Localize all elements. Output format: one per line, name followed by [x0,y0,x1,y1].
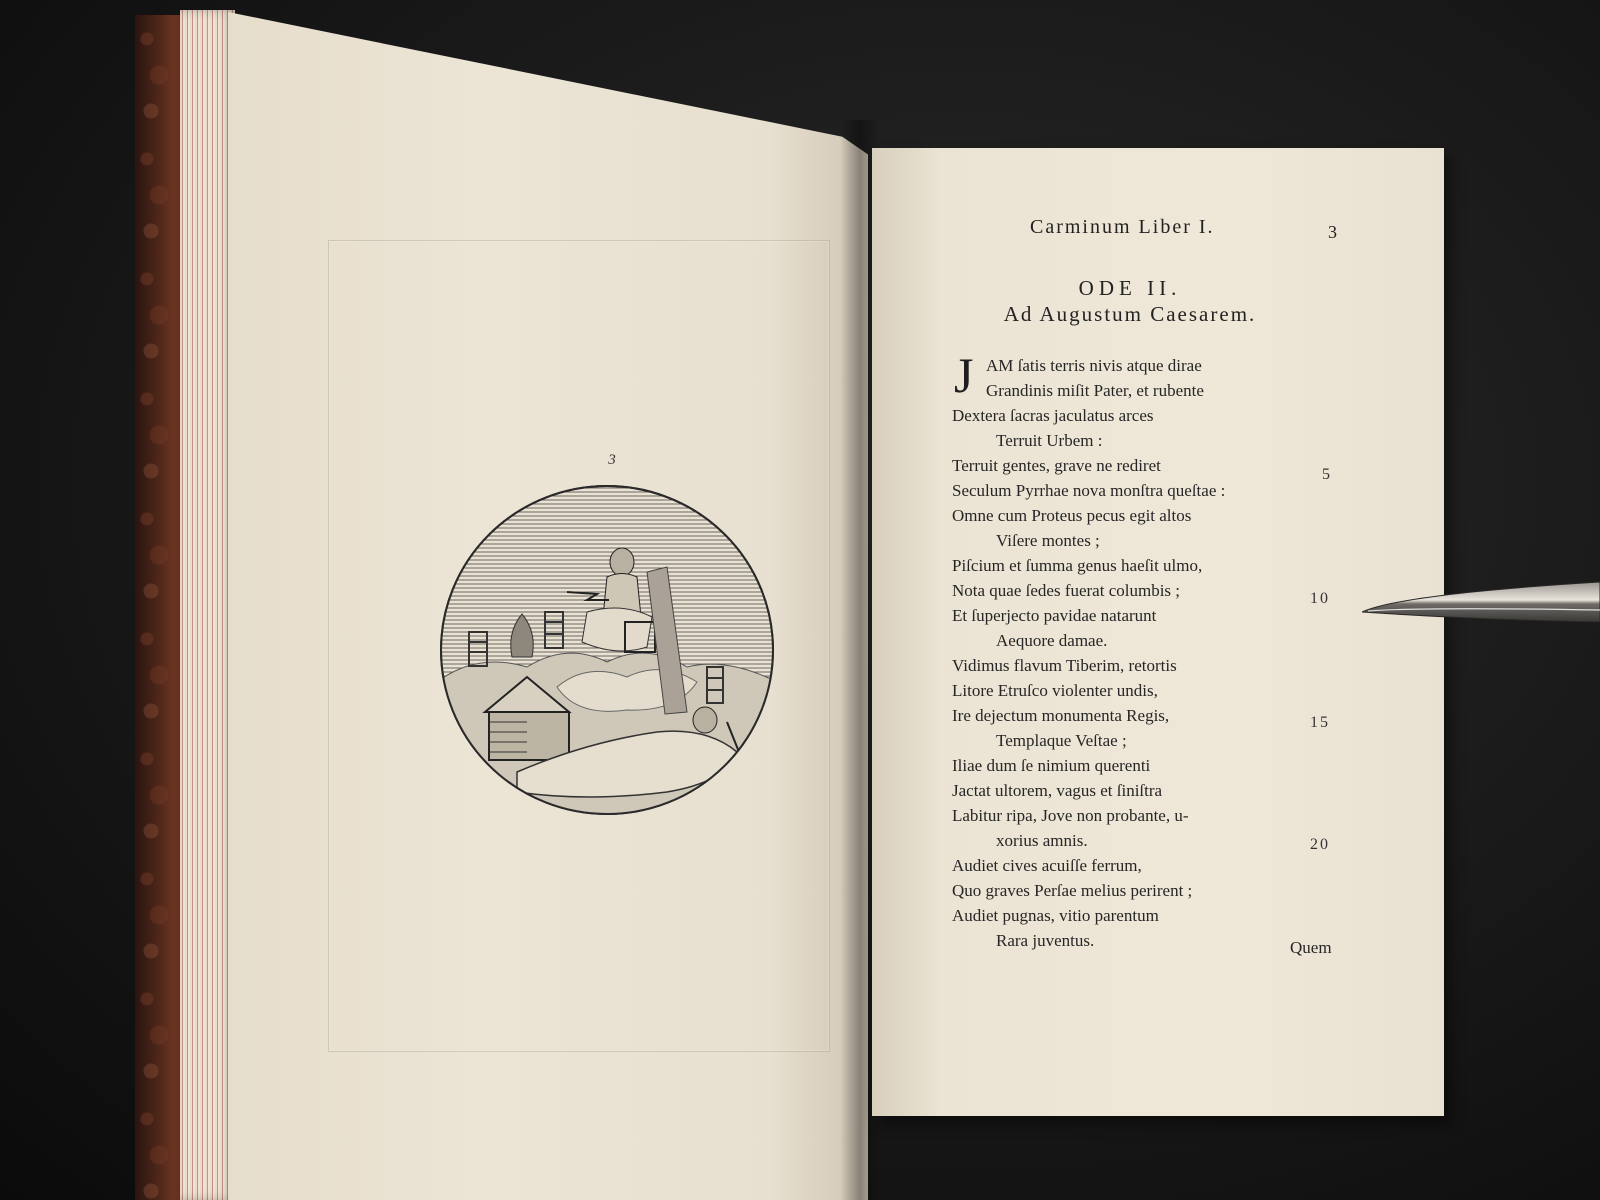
verse-line: Jactat ultorem, vagus et ſiniſtra [952,781,1163,800]
verse-line: Quo graves Perſae melius perirent ; [952,881,1193,900]
verse-line: Templaque Veſtae ; [996,731,1127,750]
verse-line: Et ſuperjecto pavidae natarunt [952,606,1157,625]
verse-line: Audiet pugnas, vitio parentum [952,906,1159,925]
verse-line: Grandinis miſit Pater, et rubente [986,381,1204,400]
verse-line: Omne cum Proteus pecus egit altos [952,506,1192,525]
verse-line: Litore Etruſco violenter undis, [952,681,1158,700]
ode-number: ODE II. [1078,276,1182,300]
verse-line: Labitur ripa, Jove non probante, u- [952,806,1189,825]
verse-line: Seculum Pyrrhae nova monſtra queſtae : [952,481,1226,500]
verse-line: Dextera ſacras jaculatus arces [952,406,1154,425]
knife-blade-icon [1362,574,1600,634]
running-head: Carminum Liber I. [1030,216,1215,238]
verse-line: Terruit Urbem : [996,431,1103,450]
verse-line: Nota quae ſedes fuerat columbis ; [952,581,1181,600]
page-edges [180,10,235,1200]
verse-line: Iliae dum ſe nimium querenti [952,756,1151,775]
medallion-engraving [437,482,777,818]
verse-line: AM ſatis terris nivis atque dirae [986,356,1202,375]
verse-line: Viſere montes ; [996,531,1100,550]
line-number: 10 [1310,590,1330,607]
line-number: 20 [1310,836,1330,853]
verse-line: Vidimus flavum Tiberim, retortis [952,656,1177,675]
ode-title: Ad Augustum Caesarem. [1003,302,1257,326]
verse-line: Ire dejectum monumenta Regis, [952,706,1170,725]
line-number: 5 [1322,466,1332,483]
verse-line: Piſcium et ſumma genus haeſit ulmo, [952,556,1203,575]
drop-cap: J [954,347,974,403]
verse-line: Audiet cives acuiſſe ferrum, [952,856,1142,875]
verse-line: Aequore damae. [996,631,1108,650]
plate-number: 3 [608,452,616,468]
verse-line: Rara juventus. [996,931,1095,950]
page-number: 3 [1328,222,1337,242]
line-number: 15 [1310,714,1330,731]
catchword: Quem [1290,938,1332,957]
verse-line: Terruit gentes, grave ne rediret [952,456,1161,475]
verse-line: xorius amnis. [996,831,1088,850]
